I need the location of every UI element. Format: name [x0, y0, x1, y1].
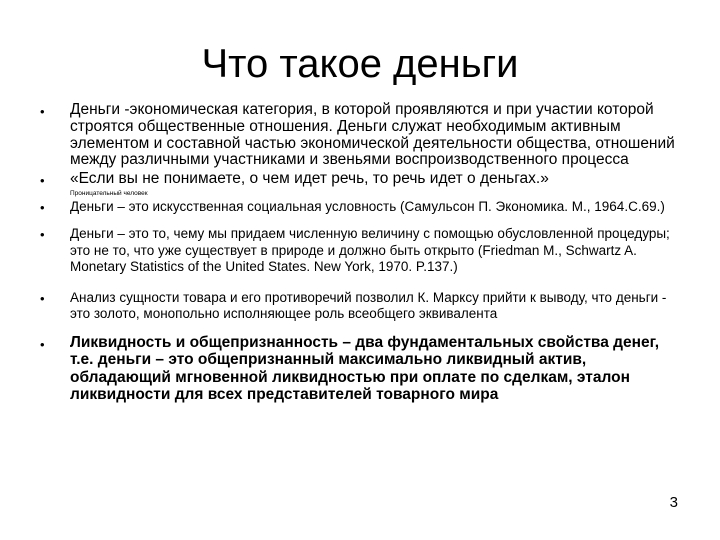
bullet-text: Деньги – это то, чему мы придаем численную величину с помощью обусловленной процедуры; это не то, что уже существует в природе и должно быть открыто (Friedman M., Schwartz A. Monetary Statistics of the United States. New York, 1970. P.137.) — [70, 226, 670, 275]
bullet-item-marx — [40, 290, 680, 323]
bullet-item-liquidity — [40, 334, 680, 404]
bullet-icon: • — [40, 104, 45, 119]
quote-text: «Если вы не понимаете, о чем идет речь, то речь идет о деньгах.» — [70, 170, 549, 188]
bullet-text: Деньги – это искусственная социальная условность (Самульсон П. Экономика. М., 1964.С.69.) — [70, 198, 665, 214]
bullet-text: Анализ сущности товара и его противоречий позволил К. Марксу прийти к выводу, что деньги - это золото, монопольно исполняющее роль всеобщего эквивалента — [70, 289, 667, 322]
bullet-item-friedman — [40, 226, 680, 276]
bullet-list — [40, 102, 680, 404]
bullet-icon: • — [40, 173, 45, 189]
bullet-icon: • — [40, 227, 45, 243]
bullet-item-money-definition — [40, 102, 680, 169]
bullet-item-samuelson — [40, 199, 680, 217]
quote-attribution: Проницательный человек — [70, 189, 148, 197]
bullet-icon: • — [40, 336, 45, 352]
bullet-text: Деньги -экономическая категория, в которой проявляются и при участии которой строятся общественные отношения. Деньги служат необходимым активным элементом и составной частью экономической деятельности общества, отношений между различными участниками и звеньями воспроизводственного процесса — [70, 101, 675, 169]
bullet-text: Ликвидность и общепризнанность – два фундаментальных свойства денег, т.е. деньги – это общепризнанный максимально ликвидный актив, обладающий мгновенной ликвидностью при оплате по сделкам, эталон ликвидности для всех представителей товарного мира — [70, 333, 660, 404]
bullet-icon: • — [40, 199, 45, 215]
slide-title: Что такое деньги — [201, 42, 519, 86]
bullet-item-quote — [40, 171, 680, 198]
bullet-icon: • — [40, 290, 45, 306]
page-number: 3 — [669, 494, 678, 511]
